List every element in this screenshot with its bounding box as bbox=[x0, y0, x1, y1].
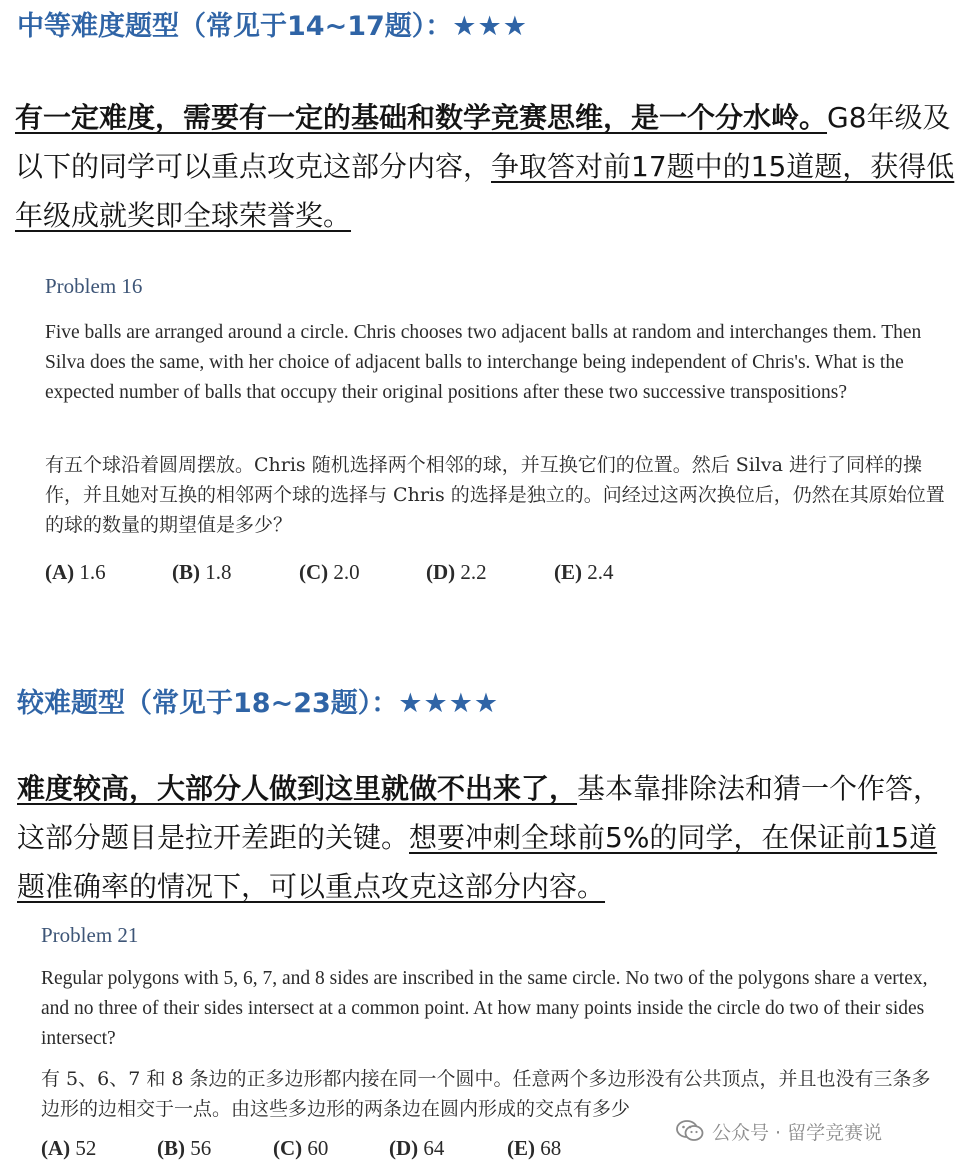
section1-heading-text: 中等难度题型（常见于14~17题）： bbox=[17, 11, 453, 42]
problem21-title: Problem 21 bbox=[41, 923, 139, 947]
section2-heading-text: 较难题型（常见于18~23题）： bbox=[17, 688, 399, 719]
section2-bold-text: 难度较高，大部分人做到这里就做不出来了， bbox=[17, 772, 578, 805]
problem21-choices bbox=[41, 1136, 561, 1161]
problem21-english: Regular polygons with 5, 6, 7, and 8 sides are inscribed in the same circle. No two of the polygons share a vertex, and no three of their sides intersect at a common point. At how many points inside the circle do two of their sides intersect? bbox=[41, 968, 928, 1049]
problem16-choices bbox=[45, 560, 614, 585]
wechat-watermark bbox=[676, 1118, 882, 1148]
watermark-text: 公众号 · 留学竞赛说 bbox=[712, 1122, 883, 1144]
choice-b: (B) 1.8 bbox=[172, 560, 232, 584]
problem16-chinese: 有五个球沿着圆周摆放。Chris 随机选择两个相邻的球，并互换它们的位置。然后 Silva 进行了同样的操作，并且她对互换的相邻两个球的选择与 Chris 的选择是独立的。问经过这两次换位后，仍然在其原始位置的球的数量的期望值是多少？ bbox=[45, 454, 945, 536]
section1-underlined-text: 争取答对前17题中的15道题，获得低年级成就奖即全球荣誉奖。 bbox=[15, 150, 955, 232]
problem16-title: Problem 16 bbox=[45, 274, 143, 298]
choice-d: (D) 64 bbox=[389, 1136, 445, 1160]
section1-bold-text: 有一定难度，需要有一定的基础和数学竞赛思维，是一个分水岭。 bbox=[15, 101, 828, 134]
section2-underlined-text: 想要冲刺全球前5%的同学，在保证前15道题准确率的情况下，可以重点攻克这部分内容。 bbox=[17, 821, 938, 903]
section1-heading bbox=[17, 4, 528, 43]
section1-description bbox=[15, 93, 963, 240]
section2-description bbox=[17, 764, 962, 911]
section2-heading bbox=[17, 681, 499, 720]
section1-plain-text: G8年级及以下的同学可以重点攻克这部分内容， bbox=[15, 101, 951, 183]
star-rating-3: ★★★ bbox=[452, 11, 528, 42]
choice-e: (E) 2.4 bbox=[554, 560, 614, 584]
choice-d: (D) 2.2 bbox=[426, 560, 487, 584]
section2-plain-text: 基本靠排除法和猜一个作答，这部分题目是拉开差距的关键。 bbox=[17, 772, 942, 854]
problem16-english: Five balls are arranged around a circle. Chris chooses two adjacent balls at random and interchanges them. Then Silva does the same, with her choice of adjacent balls to interchange being independent of Chris's. What is the expected number of balls that occupy their original positions after these two successive transpositions? bbox=[45, 322, 922, 403]
choice-c: (C) 2.0 bbox=[299, 560, 360, 584]
star-rating-4: ★★★★ bbox=[398, 688, 500, 719]
choice-b: (B) 56 bbox=[157, 1136, 212, 1160]
choice-e: (E) 68 bbox=[507, 1136, 562, 1160]
wechat-icon bbox=[676, 1119, 704, 1148]
problem21-chinese: 有 5、6、7 和 8 条边的正多边形都内接在同一个圆中。任意两个多边形没有公共顶点，并且也没有三条多边形的边相交于一点。由这些多边形的两条边在圆内形成的交点有多少 bbox=[41, 1068, 931, 1120]
choice-c: (C) 60 bbox=[273, 1136, 329, 1160]
choice-a: (A) 52 bbox=[41, 1136, 97, 1160]
choice-a: (A) 1.6 bbox=[45, 560, 106, 584]
